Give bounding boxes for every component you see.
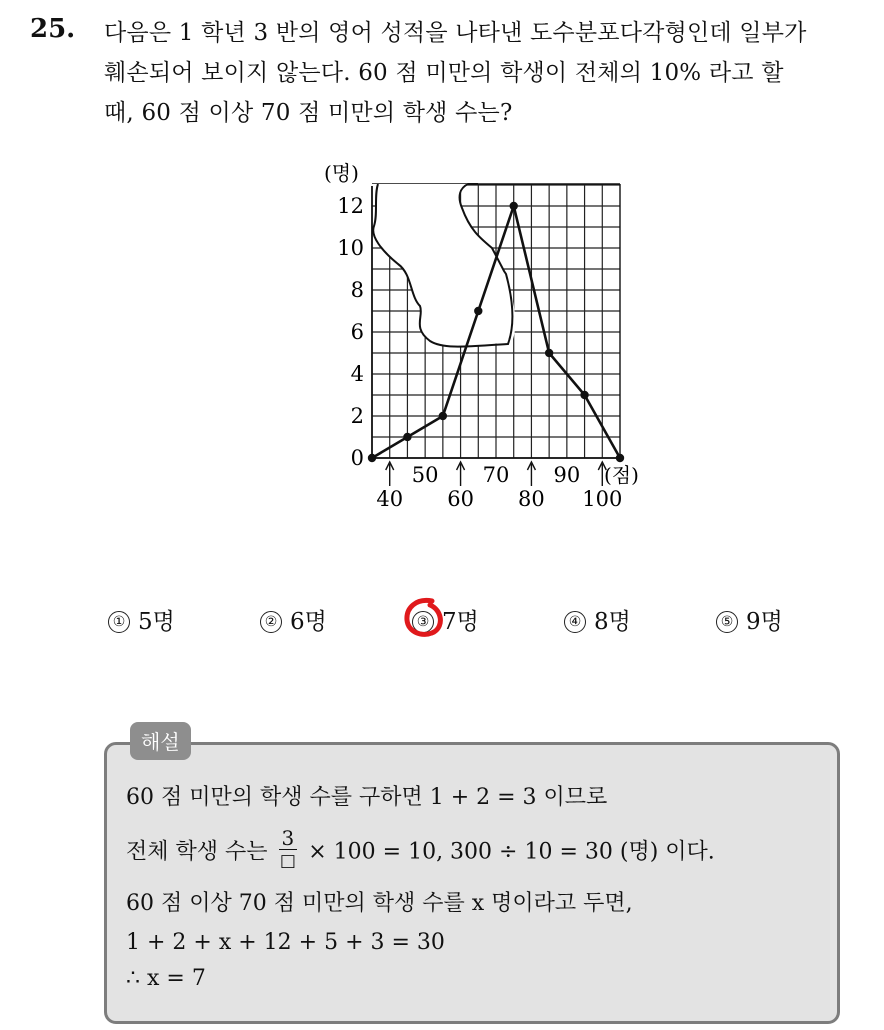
solution-fraction [279, 827, 298, 872]
fraction-numerator: 3 [279, 827, 298, 850]
y-tick-label: 6 [350, 320, 364, 344]
solution-line-1: 60 점 미만의 학생 수를 구하면 1 + 2 = 3 이므로 [126, 785, 608, 810]
x-tick-label-upper: 70 [482, 463, 510, 487]
frequency-polygon-chart [312, 156, 652, 526]
x-tick-label-upper: 50 [411, 463, 439, 487]
y-tick-label: 10 [337, 236, 364, 260]
y-tick-label: 0 [350, 446, 364, 470]
solution-line-2-post: × 100 = 10, 300 ÷ 10 = 30 (명) 이다. [308, 839, 715, 865]
x-tick-label-lower: 80 [518, 487, 545, 511]
answer-mark-icon [402, 596, 446, 640]
y-tick-label: 2 [350, 404, 364, 428]
choice-2[interactable] [260, 603, 327, 636]
x-tick-label-lower: 40 [376, 487, 404, 511]
choice-number-2: ② [260, 611, 282, 633]
fraction-denominator: □ [279, 851, 296, 871]
data-point [510, 202, 518, 210]
choice-number-5: ⑤ [716, 611, 738, 633]
solution-line-2 [126, 826, 715, 875]
data-point [368, 454, 376, 462]
x-tick-label-upper: 90 [553, 463, 581, 487]
choice-text-3: 7명 [442, 609, 479, 635]
question-line-3: 때, 60 점 이상 70 점 미만의 학생 수는? [104, 100, 513, 126]
solution-line-5: ∴ x = 7 [126, 966, 206, 991]
data-point [580, 391, 588, 399]
choice-text-5: 9명 [746, 609, 783, 635]
question-line-1: 다음은 1 학년 3 반의 영어 성적을 나타낸 도수분포다각형인데 일부가 [104, 20, 807, 46]
data-point [616, 454, 624, 462]
question-line-2: 훼손되어 보이지 않는다. 60 점 미만의 학생이 전체의 10% 라고 할 [104, 60, 784, 86]
solution-line-3: 60 점 이상 70 점 미만의 학생 수를 x 명이라고 두면, [126, 891, 633, 916]
x-tick-label-lower: 100 [582, 487, 623, 511]
solution-line-4: 1 + 2 + x + 12 + 5 + 3 = 30 [126, 930, 445, 955]
choice-4[interactable] [564, 603, 631, 636]
damaged-area-left [360, 184, 515, 346]
data-point [403, 433, 411, 441]
solution-line-2-pre: 전체 학생 수는 [126, 839, 268, 865]
choice-text-1: 5명 [138, 609, 175, 635]
y-tick-label: 4 [350, 362, 364, 386]
choice-5[interactable] [716, 603, 783, 636]
choice-number-4: ④ [564, 611, 586, 633]
choice-number-3: ③ [412, 611, 434, 633]
solution-tag: 해설 [130, 722, 191, 760]
question-number: 25. [30, 14, 76, 44]
x-tick-label-lower: 60 [447, 487, 474, 511]
choice-text-2: 6명 [290, 609, 327, 635]
y-tick-label: 12 [337, 194, 364, 218]
choice-number-1: ① [108, 611, 130, 633]
y-axis-unit: (명) [324, 161, 359, 185]
y-tick-label: 8 [350, 278, 364, 302]
choice-text-4: 8명 [594, 609, 631, 635]
choice-1[interactable] [108, 603, 175, 636]
data-point [474, 307, 482, 315]
data-point [439, 412, 447, 420]
data-point [545, 349, 553, 357]
x-axis-unit: (점) [604, 463, 639, 487]
